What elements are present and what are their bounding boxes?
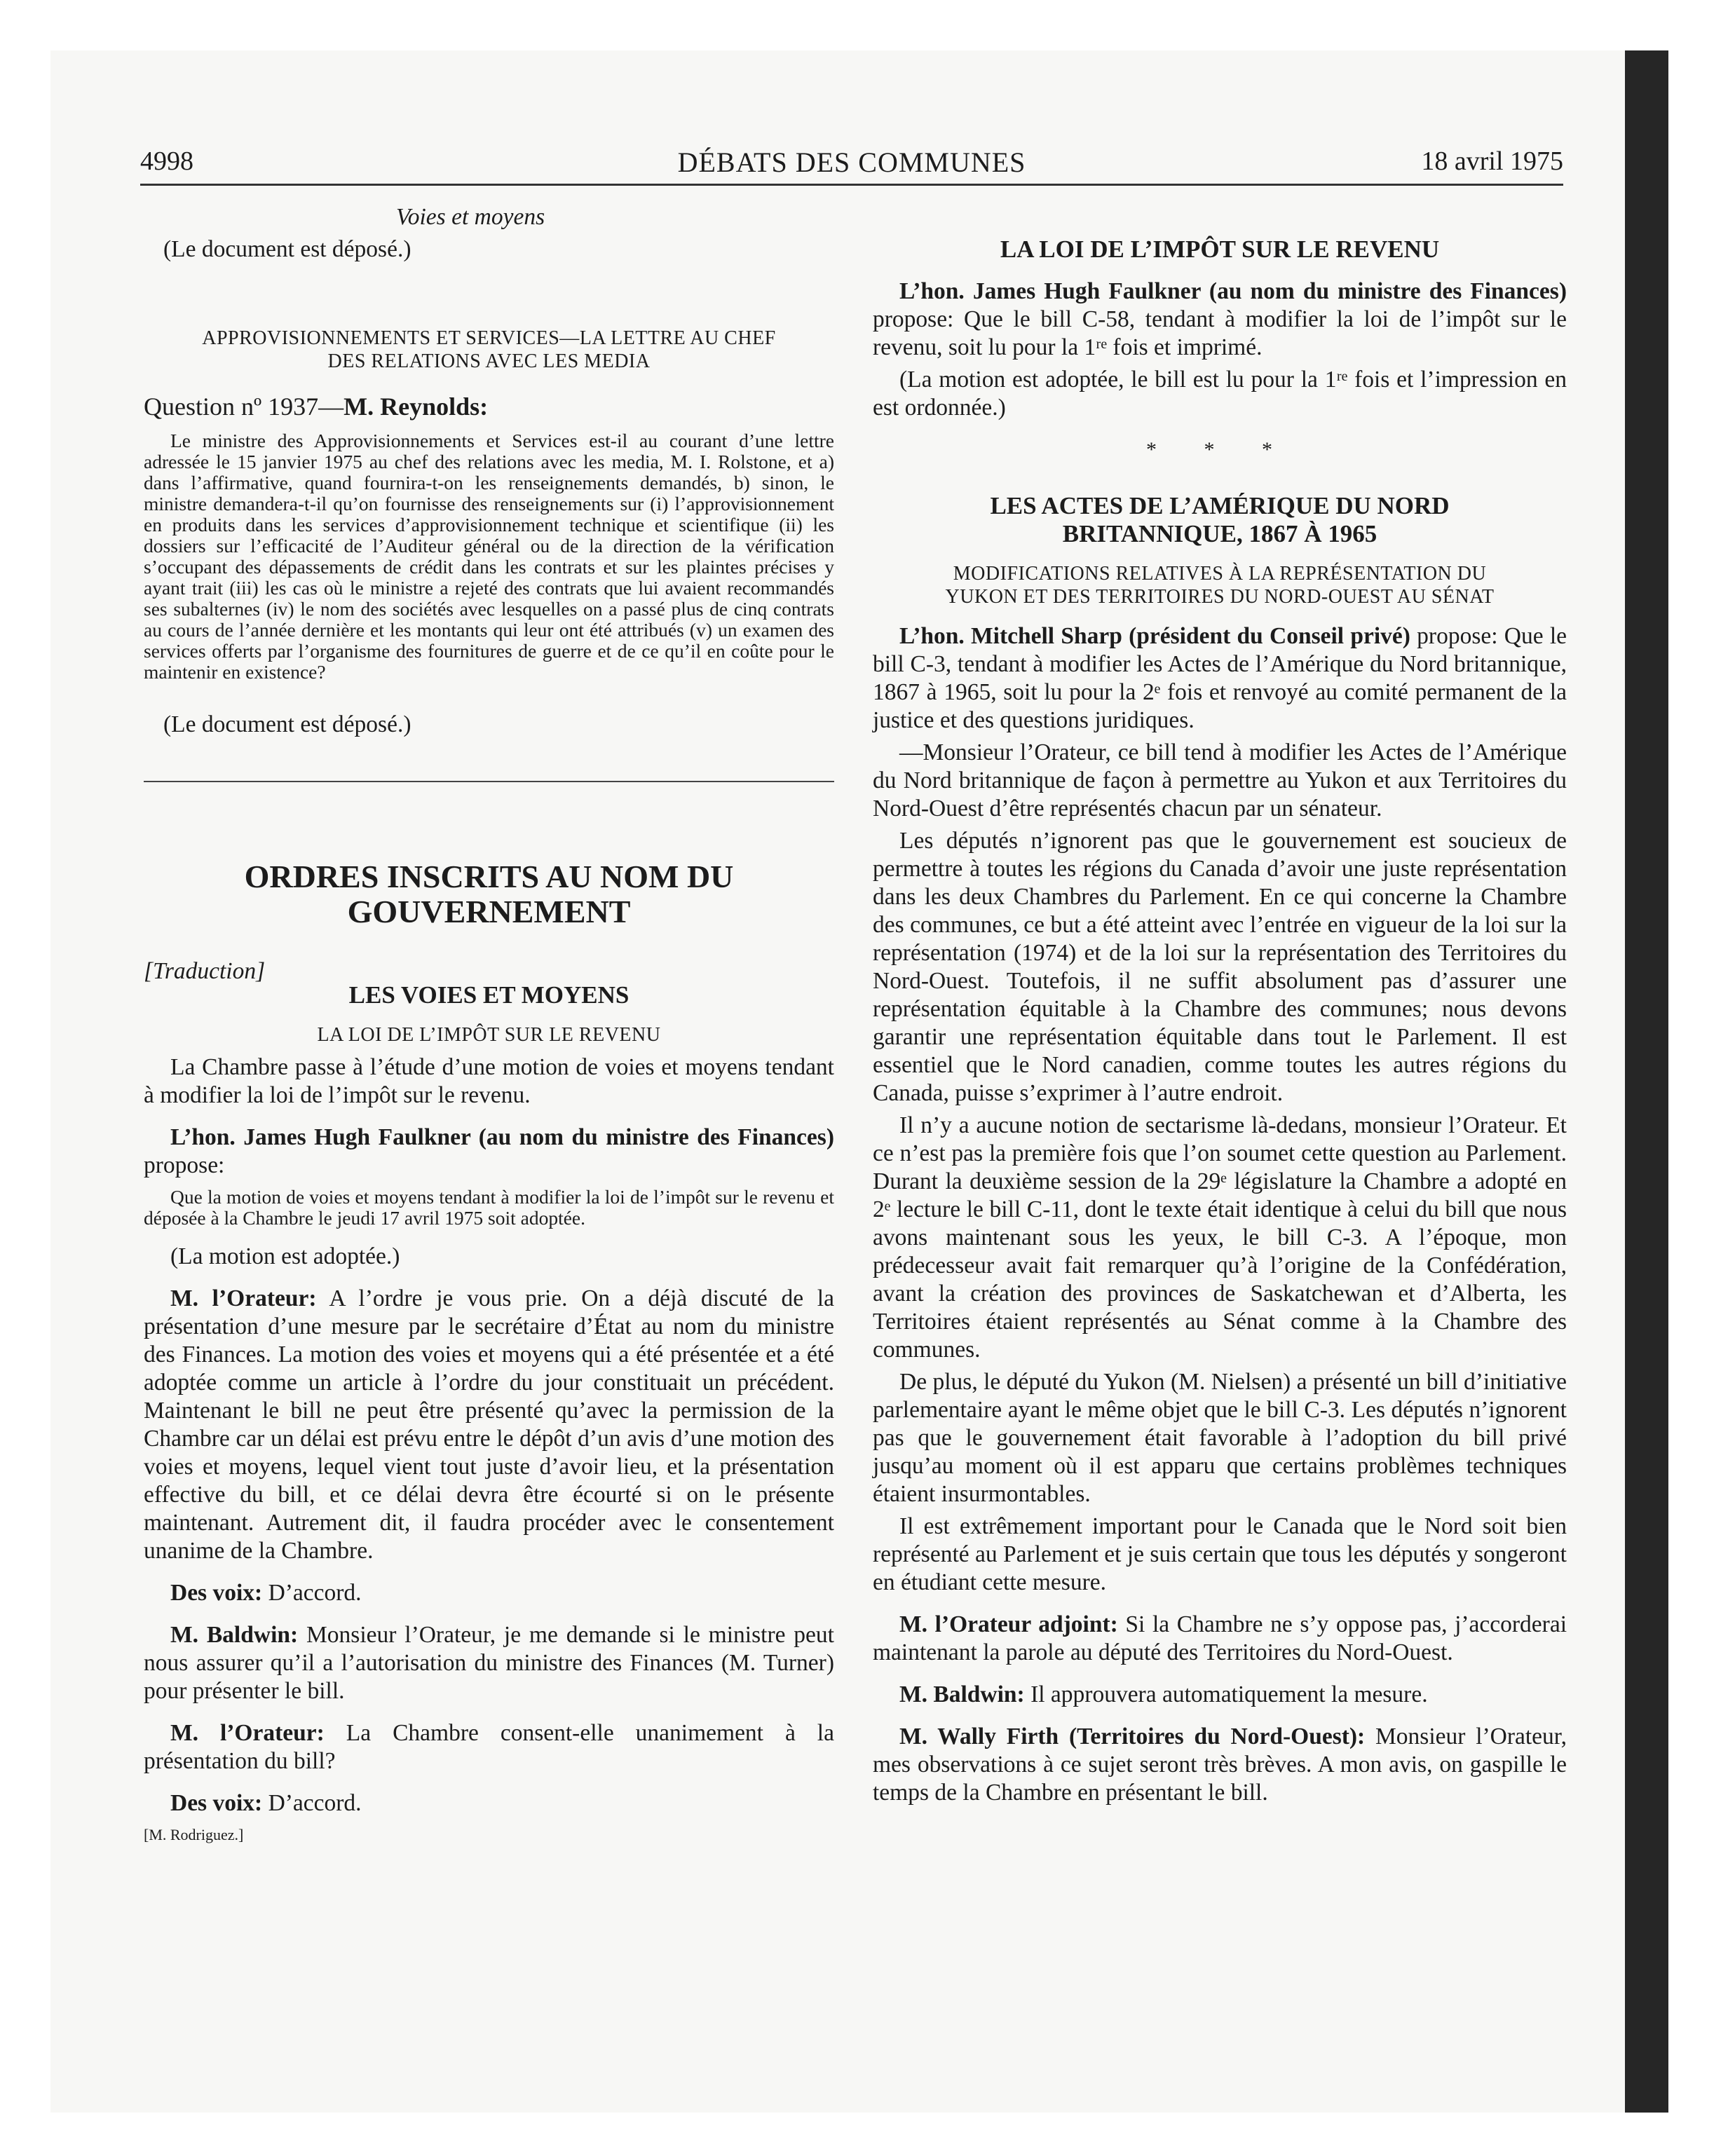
voices-intervention: Des voix: D’accord. bbox=[170, 1580, 362, 1606]
section-heading-italic: Voies et moyens bbox=[396, 204, 545, 230]
question-heading-line-2: DES RELATIONS AVEC LES MEDIA bbox=[327, 350, 651, 372]
paragraph: De plus, le député du Yukon (M. Nielsen) a présenté un bill d’initiative parlementaire ayant le même objet que le bill C-3. Les députés n’ignorent pas que le gouvernement était favorable à l’adoption du bill privé jusqu’au moment où il est apparu que certains problèmes techniques étaient insurmontables. bbox=[873, 1369, 1567, 1507]
page-number: 4998 bbox=[140, 146, 193, 176]
page-header bbox=[140, 146, 1563, 186]
speaker-in-chair-note: [M. Rodriguez.] bbox=[144, 1826, 244, 1843]
baldwin-intervention: M. Baldwin: Monsieur l’Orateur, je me demande si le ministre peut nous assurer qu’il a l’autorisation du ministre des Finances (M. Turner) pour présenter le bill. bbox=[144, 1622, 834, 1704]
scan-edge-bar bbox=[1625, 50, 1668, 2113]
motion-text: Que la motion de voies et moyens tendant à modifier la loi de l’impôt sur le revenu et déposée à la Chambre le jeudi 17 avril 1975 soit adoptée. bbox=[144, 1186, 834, 1229]
speaker-name: L’hon. Mitchell Sharp (président du Conseil privé) bbox=[899, 623, 1410, 649]
sharp-intervention: L’hon. Mitchell Sharp (président du Conseil privé) propose: Que le bill C-3, tendant à modifier les Actes de l’Amérique du Nord britannique, 1867 à 1965, soit lu pour la 2ᵉ fois et renvoyé au comité permanent de la justice et des questions juridiques. bbox=[873, 623, 1567, 733]
question-member: M. Reynolds: bbox=[343, 393, 489, 421]
speaker-name: Des voix: bbox=[170, 1580, 263, 1606]
speaker-name: M. Baldwin: bbox=[170, 1622, 299, 1648]
modifications-heading-line-1: MODIFICATIONS RELATIVES À LA REPRÉSENTATION DU bbox=[953, 563, 1487, 585]
page-date: 18 avril 1975 bbox=[1421, 146, 1563, 176]
paragraph: Il est extrêmement important pour le Canada que le Nord soit bien représenté au Parlement et je suis certain que tous les députés y songeront en étudiant cette mesure. bbox=[873, 1513, 1567, 1595]
speaker-intervention: M. l’Orateur: A l’ordre je vous prie. On a déjà discuté de la présentation d’une mesure par le secrétaire d’État au nom du ministre des Finances. La motion des voies et moyens qui a été présentée et a été adoptée comme un article à l’ordre du jour constituait un précédent. Maintenant le bill ne peut être présenté qu’avec la permission de la Chambre car un délai est prévu entre le dépôt d’un avis d’une motion des voies et moyens, lequel vient tout juste d’avoir lieu, et la présentation effective du bill, et ce délai devra être écourté si on le présente maintenant. Autrement dit, il faudra procéder avec le consentement unanime de la Chambre. bbox=[144, 1285, 834, 1564]
income-tax-heading: LA LOI DE L’IMPÔT SUR LE REVENU bbox=[1000, 236, 1440, 263]
paragraph: —Monsieur l’Orateur, ce bill tend à modifier les Actes de l’Amérique du Nord britannique de façon à permettre au Yukon et aux Territoires du Nord-Ouest d’être représentés chacun par un sénateur. bbox=[873, 739, 1567, 821]
tabled-note: (Le document est déposé.) bbox=[163, 236, 411, 262]
motion-adopted-note: (La motion est adoptée, le bill est lu pour la 1ʳᵉ fois et l’impression en est ordonnée.) bbox=[873, 367, 1567, 421]
question-number: Question nº 1937— bbox=[144, 393, 344, 421]
deputy-speaker-intervention: M. l’Orateur adjoint: Si la Chambre ne s’y oppose pas, j’accorderai maintenant la parole au député des Territoires du Nord-Ouest. bbox=[873, 1611, 1567, 1665]
firth-intervention: M. Wally Firth (Territoires du Nord-Ouest): Monsieur l’Orateur, mes observations à ce sujet seront très brèves. A mon avis, on gaspille le temps de la Chambre en présentant le bill. bbox=[873, 1724, 1567, 1806]
speaker-name: L’hon. James Hugh Faulkner (au nom du ministre des Finances) bbox=[170, 1124, 834, 1150]
modifications-heading-line-2: YUKON ET DES TERRITOIRES DU NORD-OUEST AU SÉNAT bbox=[945, 586, 1495, 608]
motion-adopted-note: (La motion est adoptée.) bbox=[170, 1243, 400, 1269]
ways-and-means-heading: LES VOIES ET MOYENS bbox=[348, 981, 630, 1009]
speaker-name: M. Wally Firth (Territoires du Nord-Ouest): bbox=[899, 1724, 1366, 1749]
speaker-name: M. l’Orateur: bbox=[170, 1720, 325, 1746]
paragraph: Les députés n’ignorent pas que le gouvernement est soucieux de permettre à toutes les régions du Canada d’avoir une juste représentation dans les deux Chambres du Parlement. En ce qui concerne la Chambre des communes, ce but a été atteint avec l’entrée en vigueur de la loi sur la représentation (1974) et de la loi sur la représentation des Territoires du Nord-Ouest. Toutefois, il ne suffit absolument pas d’assurer une représentation équitable à la Chambre des communes; nous devons garantir une représentation équitable dans tout le Parlement. Il est essentiel que le Nord canadien, comme toutes les autres régions du Canada, puisse s’exprimer à l’autre endroit. bbox=[873, 828, 1567, 1106]
bna-heading-line-2: BRITANNIQUE, 1867 À 1965 bbox=[1062, 520, 1377, 547]
speaker-name: L’hon. James Hugh Faulkner (au nom du ministre des Finances) bbox=[899, 278, 1567, 304]
tabled-note: (Le document est déposé.) bbox=[163, 711, 411, 737]
speaker-intervention: M. l’Orateur: La Chambre consent-elle unanimement à la présentation du bill? bbox=[144, 1720, 834, 1774]
section-stars: * * * bbox=[1146, 438, 1293, 461]
orders-heading-line-2: GOUVERNEMENT bbox=[347, 894, 631, 929]
speaker-name: M. Baldwin: bbox=[899, 1681, 1025, 1707]
speaker-name: Des voix: bbox=[170, 1790, 263, 1816]
orders-heading-line-1: ORDRES INSCRITS AU NOM DU bbox=[244, 859, 734, 894]
paragraph: Il n’y a aucune notion de sectarisme là-dedans, monsieur l’Orateur. Et ce n’est pas la première fois que l’on soumet cette question au Parlement. Durant la deuxième session de la 29ᵉ législature la Chambre a adopté en 2ᵉ lecture le bill C-11, dont le texte était identique à celui du bill que nous avons maintenant sous les yeux, le bill C-3. A l’époque, mon prédecesseur avait fait remarquer qu’à l’origine de la Confédération, avant la création des provinces de Saskatchewan et d’Alberta, les Territoires étaient représentés au Sénat comme à la Chambre des communes. bbox=[873, 1112, 1567, 1363]
baldwin-intervention: M. Baldwin: Il approuvera automatiquement la mesure. bbox=[899, 1681, 1428, 1707]
house-proceeds-text: La Chambre passe à l’étude d’une motion de voies et moyens tendant à modifier la loi de l’impôt sur le revenu. bbox=[144, 1054, 834, 1108]
question-text: Le ministre des Approvisionnements et Services est-il au courant d’une lettre adressée le 15 janvier 1975 au chef des relations avec les media, M. I. Rolstone, et a) dans l’affirmative, quand fournira-t-on les renseignements demandés, b) sinon, le ministre demandera-t-il qu’on fournisse des renseignements sur (i) l’approvisionnement en produits dans les services d’approvisionnement technique et scientifique (ii) les dossiers sur l’efficacité de l’Auditeur général ou de la direction de la vérification s’occupant des dépassements de crédit dans les contrats et sur les plaintes précises y ayant trait (iii) les cas où le ministre a rejeté des contrats que lui avaient recommandés ses subalternes (iv) le nom des sociétés avec lesquelles on a passé plus de cinq contrats au cours de l’année dernière et les montants qui leur ont été attribués (v) un examen des services offerts par l’organisme des fournitures de guerre et de ce qu’il en coûte pour le maintenir en existence? bbox=[144, 430, 834, 683]
bna-heading-line-1: LES ACTES DE L’AMÉRIQUE DU NORD bbox=[990, 492, 1450, 519]
question-heading-line-1: APPROVISIONNEMENTS ET SERVICES—LA LETTRE AU CHEF bbox=[202, 327, 776, 349]
faulkner-intervention: L’hon. James Hugh Faulkner (au nom du ministre des Finances) propose: Que le bill C-58, tendant à modifier la loi de l’impôt sur le revenu, soit lu pour la 1ʳᵉ fois et imprimé. bbox=[873, 278, 1567, 360]
speaker-name: M. l’Orateur adjoint: bbox=[899, 1611, 1118, 1637]
speaker-name: M. l’Orateur: bbox=[170, 1285, 317, 1311]
voices-intervention: Des voix: D’accord. bbox=[170, 1790, 362, 1816]
question-line bbox=[144, 393, 834, 421]
right-column bbox=[873, 203, 1567, 1807]
journal-title: DÉBATS DES COMMUNES bbox=[677, 146, 1026, 178]
left-column bbox=[144, 203, 834, 1845]
income-tax-heading: LA LOI DE L’IMPÔT SUR LE REVENU bbox=[317, 1024, 661, 1046]
translation-note: [Traduction] bbox=[144, 958, 266, 984]
faulkner-intervention: L’hon. James Hugh Faulkner (au nom du ministre des Finances) propose: bbox=[144, 1124, 834, 1178]
